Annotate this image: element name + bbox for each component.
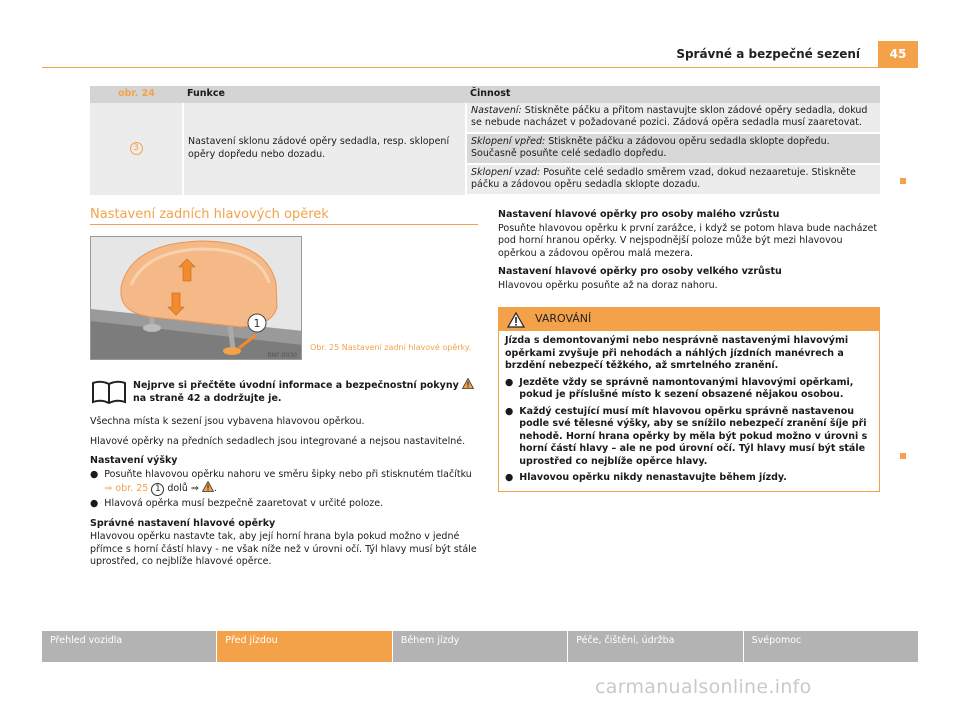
page-number: 45 <box>878 41 918 68</box>
section-divider <box>90 224 478 225</box>
function-table <box>90 86 880 196</box>
warning-triangle-icon <box>507 312 525 328</box>
callout-1-icon: 1 <box>151 483 164 496</box>
bullet-icon: ● <box>90 498 99 510</box>
open-book-icon <box>90 378 128 406</box>
page-header-title: Správné a bezpečné sezení <box>676 47 860 61</box>
warning-intro: Jízda s demontovanými nebo nesprávně nastavenými hlavovými opěrkami zvyšuje při nehodách a náhlých jízdních manévrech a brzdění nebezpečí těžkého, až smrtelného zranění. <box>505 335 849 372</box>
table-header-figure: obr. 24 <box>90 86 183 103</box>
correct-adjustment-heading: Správné nastavení hlavové opěrky <box>90 517 276 529</box>
section-end-marker <box>900 453 906 459</box>
warning-triangle-icon <box>462 378 474 389</box>
correct-adjustment-text: Hlavovou opěrku nastavte tak, aby její horní hrana byla pokud možno v jedné přímce s horní částí hlavy - ne však níže než v úrovni očí. Týl hlavy musí být stále uprostřed, co nejblíže hlavové opěrce. <box>90 531 477 568</box>
warning-header <box>499 308 879 331</box>
figure-caption: Obr. 25 Nastavení zadní hlavové opěrky. <box>310 343 472 352</box>
header-divider <box>42 67 878 68</box>
small-persons-heading: Nastavení hlavové opěrky pro osoby malého vzrůstu <box>498 209 780 220</box>
tab-prehled-vozidla[interactable]: Přehled vozidla <box>42 631 216 662</box>
headrest-illustration <box>91 237 302 360</box>
tab-behem-jizdy[interactable]: Během jízdy <box>393 631 567 662</box>
section-end-marker <box>900 178 906 184</box>
read-first-text: Nejprve si přečtěte úvodní informace a bezpečnostní pokyny <box>133 380 459 391</box>
bullet-icon: ● <box>505 405 514 417</box>
warning-body <box>499 331 879 491</box>
bullet-icon: ● <box>505 472 514 484</box>
paragraph-all-seats: Všechna místa k sezení jsou vybavena hlavovou opěrkou. <box>90 416 365 427</box>
figure-ref-link[interactable]: ⇒ obr. 25 <box>104 483 149 495</box>
figure-code: BNF-0030 <box>267 352 297 359</box>
table-action-cell <box>466 133 880 164</box>
paragraph-front-seats: Hlavové opěrky na předních sedadlech jsou integrované a nejsou nastavitelné. <box>90 435 466 447</box>
headrest-figure <box>90 236 302 360</box>
figure-callout-1: 1 <box>253 317 261 330</box>
section-title: Nastavení zadních hlavových opěrek <box>90 207 329 222</box>
small-persons-text: Posuňte hlavovou opěrku k první zarážce, i když se potom hlava bude nacházet pod horní hranou opěrky. V nejspodnější poloze může být mezi hlavovou opěrkou a zádovou opěrou malá mezera. <box>498 222 878 259</box>
height-heading: Nastavení výšky <box>90 455 178 467</box>
action-label: Sklopení vzad: <box>471 166 541 178</box>
bullet-icon: ● <box>505 376 514 388</box>
warning-bullet: Každý cestující musí mít hlavovou opěrku správně nastavenou podle své tělesné výšky, aby se snížilo nebezpečí zranění šíje při nehodě. Horní hrana opěrky by měla být pokud možno v úrovni s horní částí hlavy – ale ne pod úrovní očí. Týl hlavy musí být stále uprostřed co nejblíže opěrce hlavy. <box>519 405 868 467</box>
chapter-nav <box>42 631 918 662</box>
list-item <box>505 377 873 402</box>
tall-persons-text: Hlavovou opěrku posuňte až na doraz nahoru. <box>498 279 718 291</box>
warning-triangle-icon[interactable] <box>202 481 214 492</box>
list-item <box>505 406 873 469</box>
warning-box <box>498 307 880 492</box>
height-bullet-b: dolů ⇒ <box>167 483 199 495</box>
list-item <box>90 498 478 511</box>
height-bullet-text: Posuňte hlavovou opěrku nahoru ve směru šipky nebo při stisknutém tlačítku ⇒ obr. 25 1 dolů ⇒ . <box>104 468 472 495</box>
action-text: Posuňte celé sedadlo směrem vzad, dokud nezaaretuje. Stiskněte páčku a zádovou opěru sedadla sklopte dozadu. <box>471 166 856 191</box>
list-item <box>90 469 478 497</box>
bullet-icon: ● <box>90 468 99 480</box>
watermark: carmanualsonline.info <box>595 676 812 698</box>
height-bullet-2: Hlavová opěrka musí bezpečně zaaretovat v určité poloze. <box>104 498 384 510</box>
tab-svepomoc[interactable]: Svépomoc <box>744 631 918 662</box>
warning-bullet: Hlavovou opěrku nikdy nenastavujte během jízdy. <box>519 472 787 484</box>
warning-title: VAROVÁNÍ <box>535 312 592 326</box>
list-item <box>505 472 873 485</box>
table-header-action: Činnost <box>466 86 880 103</box>
table-action-cell <box>466 103 880 133</box>
read-first-notice <box>133 378 478 405</box>
table-action-cell <box>466 164 880 195</box>
action-label: Sklopení vpřed: <box>471 135 546 147</box>
table-row <box>90 103 880 133</box>
action-text: Stiskněte páčku a přitom nastavujte sklon zádové opěry sedadla, dokud se nebude nacházet v požadované pozici. Zádová opěra sedadla musí zaaretovat. <box>471 104 868 129</box>
action-text: Stiskněte páčku a zádovou opěru sedadla sklopte dopředu. Současně posuňte celé sedadlo dopředu. <box>471 135 830 160</box>
tab-pred-jizdou[interactable]: Před jízdou <box>217 631 391 662</box>
right-column <box>498 209 880 298</box>
table-callout-cell <box>90 103 183 195</box>
left-column <box>90 416 478 576</box>
table-header-function: Funkce <box>183 86 466 103</box>
table-function-text: Nastavení sklonu zádové opěry sedadla, resp. sklopení opěry dopředu nebo dozadu. <box>183 103 466 195</box>
height-bullet-a: Posuňte hlavovou opěrku nahoru ve směru šipky nebo při stisknutém tlačítku <box>104 468 472 480</box>
callout-3-icon: 3 <box>130 142 143 155</box>
read-first-page-ref[interactable]: na straně 42 a dodržujte je. <box>133 392 282 404</box>
tab-pece-cisteni-udrzba[interactable]: Péče, čištění, údržba <box>568 631 742 662</box>
tall-persons-heading: Nastavení hlavové opěrky pro osoby velkého vzrůstu <box>498 266 782 278</box>
warning-bullet: Jezděte vždy se správně namontovanými hlavovými opěrkami, pokud je příslušné místo k sezení obsazené nějakou osobou. <box>519 376 854 401</box>
action-label: Nastavení: <box>471 104 522 116</box>
